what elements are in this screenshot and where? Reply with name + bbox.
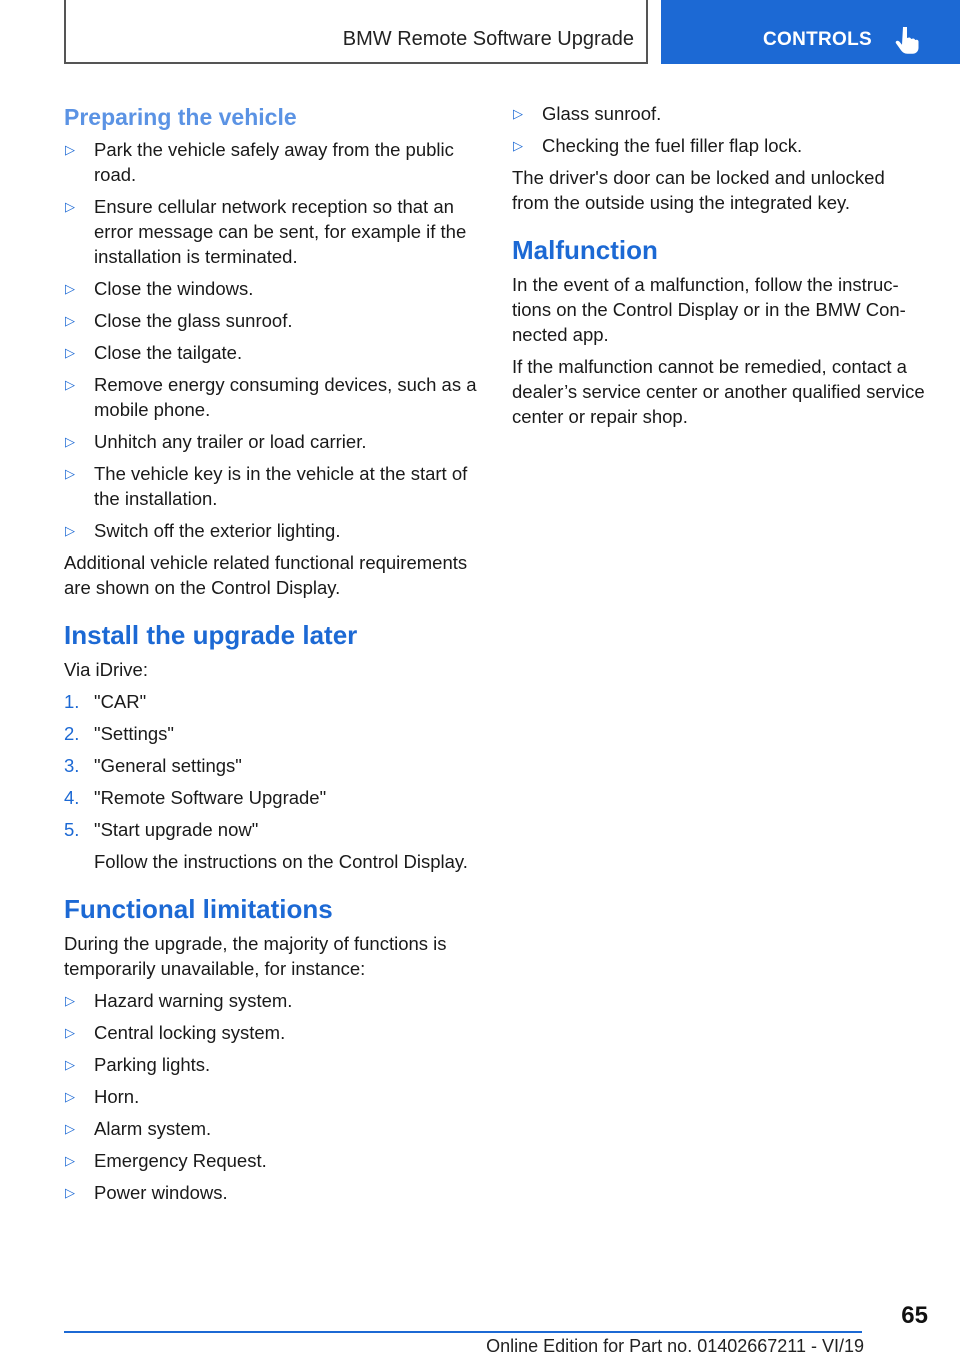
triangle-bullet-icon: ▷ — [513, 106, 523, 121]
triangle-bullet-icon: ▷ — [65, 1025, 75, 1040]
edition-footer: Online Edition for Part no. 01402667211 - VI/19 — [486, 1336, 864, 1356]
triangle-bullet-icon: ▷ — [65, 993, 75, 1008]
list-item: ▷ Close the windows. — [65, 278, 254, 299]
list-item: ▷ Park the vehicle safely away from the public road. — [65, 139, 454, 185]
list-item: ▷ Power windows. — [65, 1182, 228, 1203]
limitations-intro: During the upgrade, the majority of functions is temporarily unavailable, for instance: — [64, 933, 447, 979]
door-note: The driver's door can be locked and unlocked from the outside using the integrated key. — [512, 167, 885, 213]
list-item: ▷ Unhitch any trailer or load carrier. — [65, 431, 367, 452]
section-title: BMW Remote Software Upgrade — [342, 28, 634, 50]
triangle-bullet-icon: ▷ — [65, 345, 75, 360]
heading-preparing-vehicle: Preparing the vehicle — [64, 104, 297, 130]
list-item: ▷ The vehicle key is in the vehicle at the start of the installation. — [65, 463, 468, 509]
list-item: ▷ Alarm system. — [65, 1118, 212, 1139]
page-number: 65 — [901, 1302, 928, 1329]
step-item: 5. "Start upgrade now" Follow the instructions on the Control Display. — [64, 817, 482, 874]
heading-install-later: Install the upgrade later — [64, 620, 358, 650]
step-follow-text: Follow the instructions on the Control Display. — [94, 851, 468, 872]
triangle-bullet-icon: ▷ — [65, 434, 75, 449]
list-item: ▷ Glass sunroof. — [513, 103, 662, 124]
triangle-bullet-icon: ▷ — [513, 138, 523, 153]
list-item: ▷ Close the tailgate. — [65, 342, 243, 363]
list-item: ▷ Ensure cellular network reception so that an error message can be sent, for example if the installation is terminated. — [65, 196, 467, 267]
triangle-bullet-icon: ▷ — [65, 1089, 75, 1104]
malfunction-paragraph-1: In the event of a malfunction, follow the instructions on the Control Display or in the BMW Connected app. — [512, 274, 906, 345]
triangle-bullet-icon: ▷ — [65, 523, 75, 538]
list-item: ▷ Parking lights. — [65, 1054, 211, 1075]
list-item: ▷ Hazard warning system. — [65, 990, 293, 1011]
list-item: ▷ Close the glass sunroof. — [65, 310, 293, 331]
left-column — [64, 100, 482, 1212]
heading-functional-limitations: Functional limitations — [64, 894, 333, 924]
list-item: ▷ Horn. — [65, 1086, 140, 1107]
list-item: ▷ Central locking system. — [65, 1022, 286, 1043]
additional-requirements-note: Additional vehicle related functional requirements are shown on the Control Display. — [64, 552, 468, 598]
triangle-bullet-icon: ▷ — [65, 1153, 75, 1168]
triangle-bullet-icon: ▷ — [65, 1121, 75, 1136]
list-item: ▷ Switch off the exterior lighting. — [65, 520, 341, 541]
triangle-bullet-icon: ▷ — [65, 377, 75, 392]
list-item: ▷ Remove energy consuming devices, such as a mobile phone. — [65, 374, 477, 420]
step-item: 1. "CAR" — [64, 691, 147, 712]
pointing-hand-icon — [894, 25, 920, 55]
triangle-bullet-icon: ▷ — [65, 1057, 75, 1072]
malfunction-paragraph-2: If the malfunction cannot be remedied, contact a dealer’s service center or another qualified service center or repair shop. — [512, 356, 925, 427]
triangle-bullet-icon: ▷ — [65, 142, 75, 157]
triangle-bullet-icon: ▷ — [65, 466, 75, 481]
step-item: 3. "General settings" — [64, 755, 242, 776]
triangle-bullet-icon: ▷ — [65, 281, 75, 296]
step-item: 4. "Remote Software Upgrade" — [64, 787, 327, 808]
header-title-box — [64, 0, 648, 64]
list-item: ▷ Emergency Request. — [65, 1150, 267, 1171]
triangle-bullet-icon: ▷ — [65, 1185, 75, 1200]
chapter-tab-label: CONTROLS — [763, 29, 873, 50]
heading-malfunction: Malfunction — [512, 235, 658, 265]
step-item: 2. "Settings" — [64, 723, 174, 744]
right-column — [512, 101, 926, 436]
footer-divider — [64, 1331, 862, 1333]
idrive-intro: Via iDrive: — [64, 659, 148, 680]
triangle-bullet-icon: ▷ — [65, 313, 75, 328]
triangle-bullet-icon: ▷ — [65, 199, 75, 214]
list-item: ▷ Checking the fuel filler flap lock. — [513, 135, 803, 156]
